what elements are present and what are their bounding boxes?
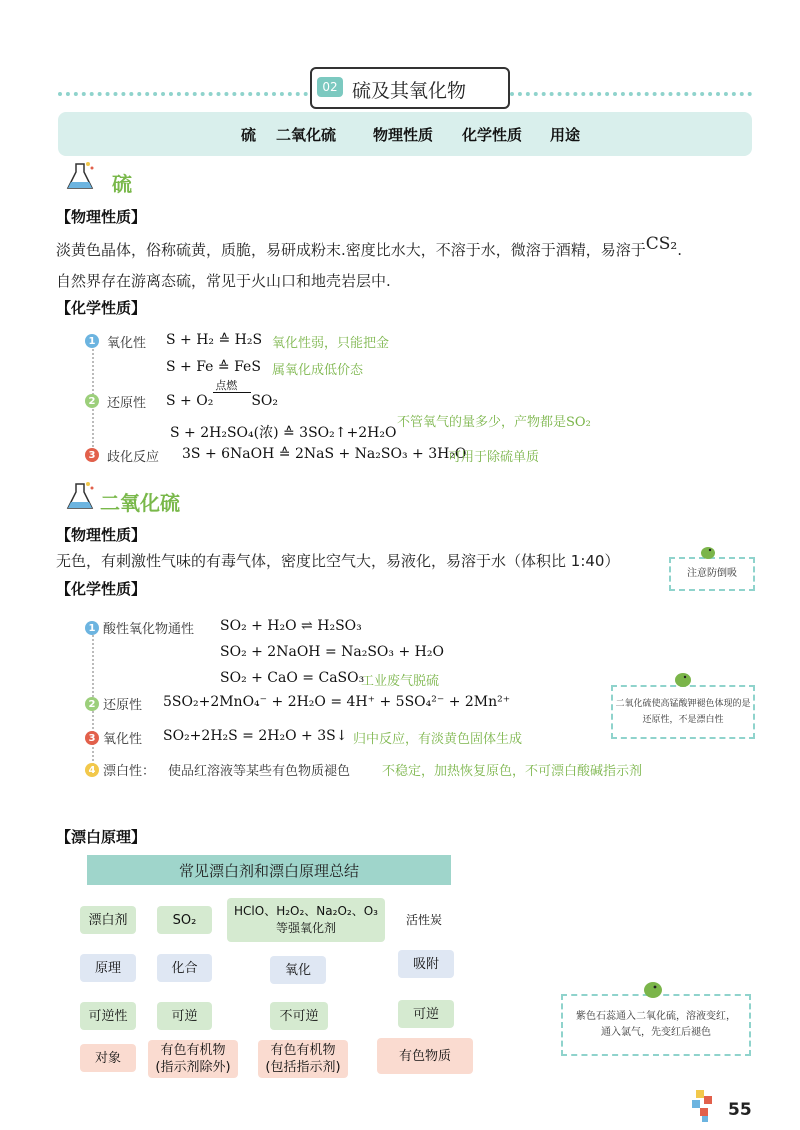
- sulfur-item3-badge: 3: [85, 448, 99, 462]
- sulfur-item2-label: 还原性: [107, 396, 147, 411]
- dino-icon: [698, 542, 718, 560]
- cell-reversibility-label: 可逆性: [80, 1002, 136, 1030]
- header-dots-right: [510, 92, 752, 96]
- sulfur-item3-label: 歧化反应: [107, 450, 160, 465]
- cell-so2: SO₂: [157, 906, 212, 934]
- so2-eq3: SO₂ + CaO = CaSO₃: [220, 670, 365, 686]
- topic-sulfur: 硫: [241, 126, 257, 144]
- topic-physical: 物理性质: [373, 126, 434, 144]
- sulfur-heading: 硫: [112, 172, 132, 196]
- section-title: 硫及其氧化物: [352, 80, 467, 102]
- page-logo-icon: [690, 1088, 718, 1124]
- so2-bleach-text: 使品红溶液等某些有色物质褪色: [168, 764, 351, 779]
- cell-activated-carbon: 活性炭: [405, 912, 442, 927]
- topic-uses: 用途: [550, 126, 581, 144]
- cell-reversible-1: 可逆: [157, 1002, 212, 1030]
- sulfur-note5: 可用于除硫单质: [448, 450, 540, 465]
- sulfur-eq4: S + 2H₂SO₄(浓) ≙ 3SO₂↑+2H₂O: [170, 425, 397, 441]
- cell-oxidizers: HClO、H₂O₂、Na₂O₂、O₃ 等强氧化剂: [227, 898, 385, 942]
- so2-item2-badge: 2: [85, 697, 99, 711]
- sulfur-eq3: [166, 379, 278, 409]
- sulfur-chem-label: 【化学性质】: [56, 299, 147, 317]
- so2-bleach-note: 不稳定，加热恢复原色，不可漂白酸碱指示剂: [382, 764, 643, 779]
- note-backflow: 注意防倒吸: [669, 557, 755, 591]
- dino-icon-3: [640, 976, 666, 1000]
- cell-oxidation: 氧化: [270, 956, 326, 984]
- note-litmus: 紫色石蕊通入二氧化硫，溶液变红，通入氯气，先变红后褪色: [561, 994, 751, 1056]
- note-kmno4: 二氧化硫使高锰酸钾褪色体现的是还原性，不是漂白性: [611, 685, 755, 739]
- sulfur-eq3-right: SO₂: [251, 393, 278, 409]
- topic-bar: [58, 112, 752, 156]
- header-dots-left: [58, 92, 308, 96]
- so2-item2-label: 还原性: [103, 698, 143, 713]
- sulfur-item1-label: 氧化性: [107, 336, 147, 351]
- cell-irreversible: 不可逆: [270, 1002, 328, 1030]
- sulfur-eq3-condition: 点燃: [215, 379, 238, 392]
- sulfur-phys-label: 【物理性质】: [56, 208, 147, 226]
- cell-adsorption: 吸附: [398, 950, 454, 978]
- so2-item4-badge: 4: [85, 763, 99, 777]
- cs2-formula: CS₂: [645, 234, 678, 254]
- dino-icon-2: [672, 668, 694, 688]
- sulfur-eq3-arrow: [213, 379, 251, 409]
- cell-bleacher-label: 漂白剂: [80, 906, 136, 934]
- sulfur-item2-badge: 2: [85, 394, 99, 408]
- so2-item3-badge: 3: [85, 731, 99, 745]
- so2-item4-label: 漂白性：: [103, 764, 156, 779]
- cell-colored-substance: 有色物质: [377, 1038, 473, 1074]
- sulfur-phys-line1: 淡黄色晶体，俗称硫黄，质脆，易研成粉末.密度比水大，不溶于水，微溶于酒精，易溶于: [56, 241, 646, 259]
- sulfur-eq1: S + H₂ ≙ H₂S: [166, 332, 263, 348]
- cell-reversible-2: 可逆: [398, 1000, 454, 1028]
- sulfur-eq2: S + Fe ≙ FeS: [166, 359, 261, 375]
- sulfur-item1-badge: 1: [85, 334, 99, 348]
- so2-item1-badge: 1: [85, 621, 99, 635]
- so2-eq4: 5SO₂+2MnO₄⁻ + 2H₂O = 4H⁺ + 5SO₄²⁻ + 2Mn²⁺: [163, 694, 511, 710]
- so2-eq1: SO₂ + H₂O ⇌ H₂SO₃: [220, 618, 362, 634]
- bleach-table-title: 常见漂白剂和漂白原理总结: [87, 855, 451, 885]
- sulfur-phys-line1-end: .: [677, 241, 683, 259]
- so2-item3-label: 氧化性: [103, 732, 143, 747]
- cell-combination: 化合: [157, 954, 212, 982]
- so2-note3: 工业废气脱硫: [361, 674, 440, 689]
- so2-phys-label: 【物理性质】: [56, 526, 147, 544]
- flask-icon: [62, 158, 98, 194]
- cell-colored-organic-incl: 有色有机物 (包括指示剂): [258, 1040, 348, 1078]
- so2-note5: 归中反应，有淡黄色固体生成: [353, 732, 523, 747]
- so2-chem-label: 【化学性质】: [56, 580, 147, 598]
- sulfur-note2: 属氧化成低价态: [272, 363, 364, 378]
- so2-item1-label: 酸性氧化物通性: [103, 622, 195, 637]
- topic-so2: 二氧化硫: [276, 126, 337, 144]
- section-number-badge: 02: [317, 77, 343, 97]
- topic-chemical: 化学性质: [462, 126, 523, 144]
- so2-phys-text: 无色，有刺激性气味的有毒气体，密度比空气大，易液化，易溶于水（体积比 1:40）: [56, 552, 620, 570]
- sulfur-phys-text2: 自然界存在游离态硫，常见于火山口和地壳岩层中.: [56, 272, 391, 290]
- so2-eq2: SO₂ + 2NaOH = Na₂SO₃ + H₂O: [220, 644, 444, 660]
- cell-principle-label: 原理: [80, 954, 136, 982]
- page-number: 55: [728, 1100, 752, 1120]
- so2-heading: 二氧化硫: [100, 491, 180, 515]
- sulfur-eq3-left: S + O₂: [166, 393, 214, 409]
- sulfur-phys-text1: [56, 235, 756, 265]
- cell-object-label: 对象: [80, 1044, 136, 1072]
- sulfur-eq5: 3S + 6NaOH ≙ 2NaS + Na₂SO₃ + 3H₂O: [182, 446, 467, 462]
- sulfur-note4: 不管氧气的量多少，产物都是SO₂: [397, 415, 591, 430]
- flask-icon-2: [62, 478, 98, 514]
- bleach-label: 【漂白原理】: [56, 828, 147, 846]
- section-title-box: [310, 67, 510, 109]
- cell-colored-organic-excl: 有色有机物 (指示剂除外): [148, 1040, 238, 1078]
- so2-eq5: SO₂+2H₂S = 2H₂O + 3S↓: [163, 728, 348, 744]
- sulfur-note1: 氧化性弱，只能把金: [272, 336, 390, 351]
